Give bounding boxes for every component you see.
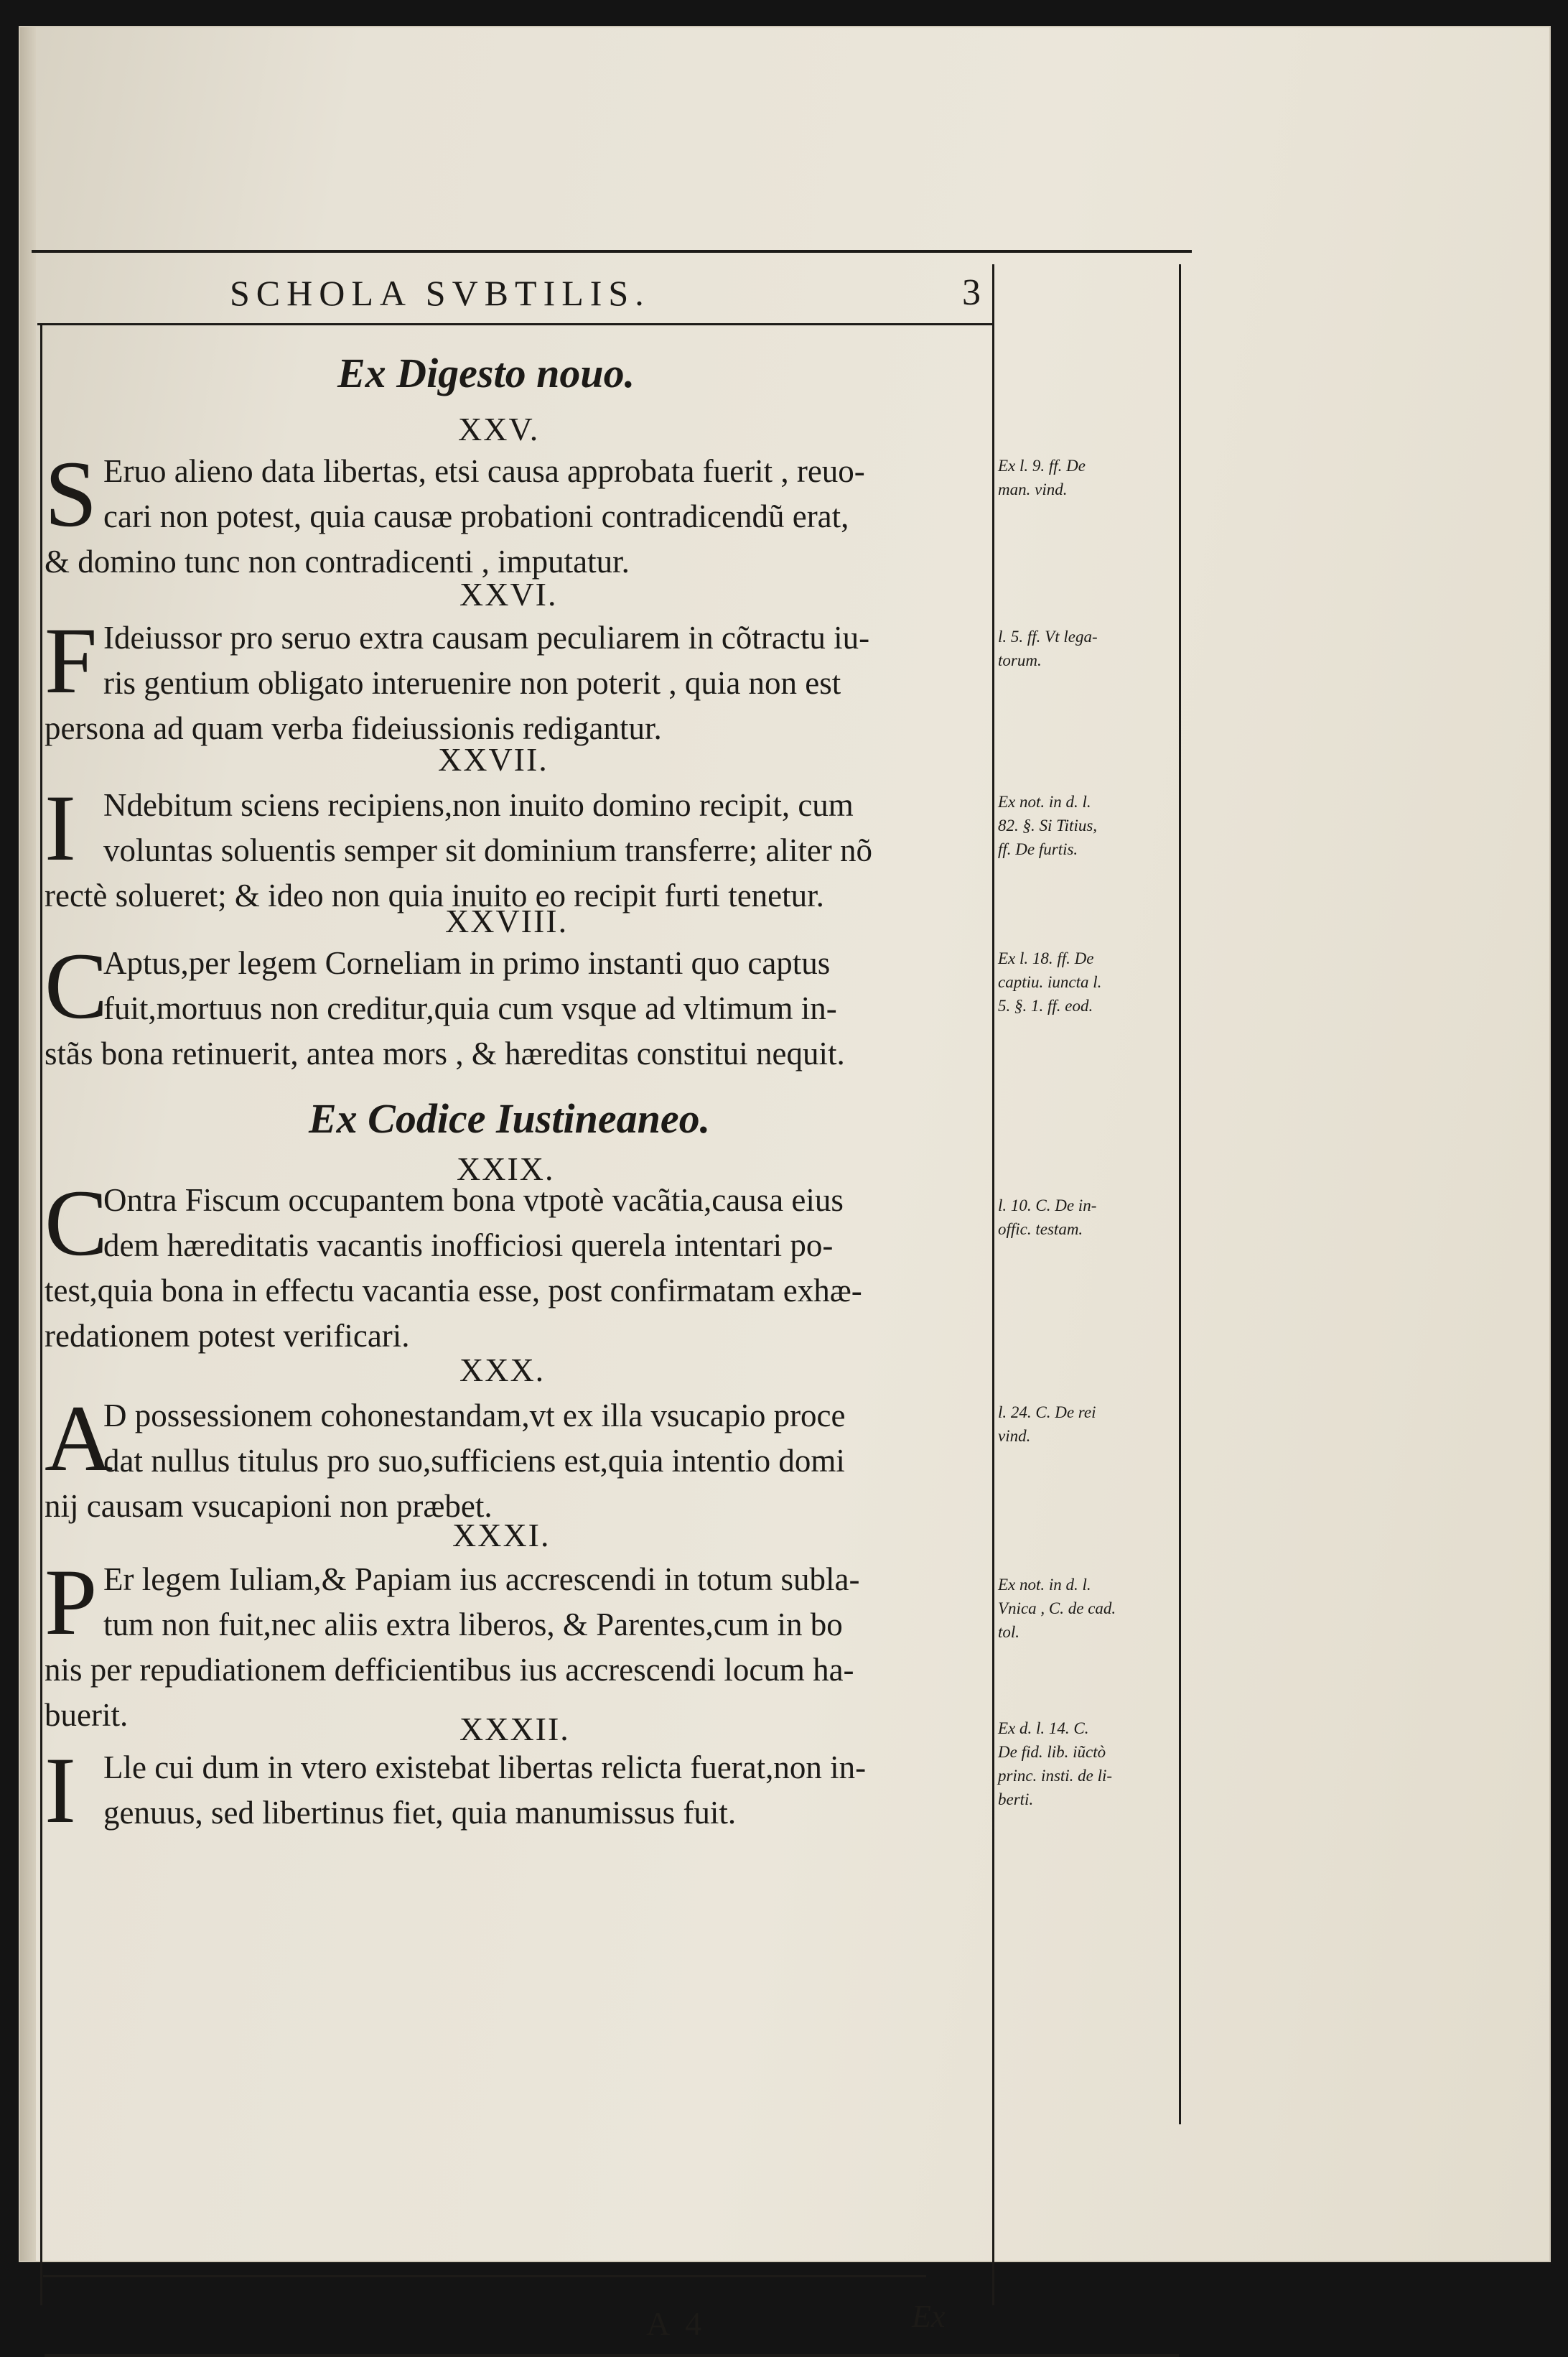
margin-note bbox=[998, 454, 1192, 501]
text-line: Eruo alieno data libertas, etsi causa approbata fuerit , reuo- bbox=[103, 453, 865, 489]
entry-numeral: XXIX. bbox=[457, 1150, 555, 1187]
drop-capital: I bbox=[45, 1737, 76, 1843]
text-line: cari non potest, quia causæ probationi contradicendũ erat, bbox=[103, 498, 849, 534]
margin-note bbox=[998, 1194, 1192, 1241]
text-line: Lle cui dum in vtero existebat libertas relicta fuerat,non in- bbox=[103, 1749, 867, 1785]
drop-capital: P bbox=[45, 1549, 98, 1655]
note-line: princ. insti. de li- bbox=[998, 1767, 1113, 1785]
text-line: nij causam vsucapioni non præbet. bbox=[45, 1488, 493, 1524]
note-line: l. 24. C. De rei bbox=[998, 1403, 1096, 1421]
entry-paragraph bbox=[45, 608, 994, 751]
text-line: dem hæreditatis vacantis inofficiosi querela intentari po- bbox=[103, 1227, 834, 1263]
note-line: 82. §. Si Titius, bbox=[998, 817, 1098, 835]
entry-numeral: XXVIII. bbox=[445, 903, 569, 939]
note-line: Ex not. in d. l. bbox=[998, 1576, 1091, 1594]
entry-numeral: XXX. bbox=[459, 1352, 546, 1388]
left-frame-rule bbox=[40, 323, 42, 2305]
text-line: dat nullus titulus pro suo,sufficiens est,quia intentio domi bbox=[103, 1443, 845, 1479]
entry-numeral: XXVII. bbox=[438, 741, 549, 778]
section-heading-digest: Ex Digesto nouo. bbox=[337, 350, 635, 396]
entry-paragraph bbox=[45, 1385, 994, 1529]
note-line: torum. bbox=[998, 651, 1042, 669]
footer-rule bbox=[45, 2354, 1179, 2357]
drop-capital: A bbox=[45, 1385, 113, 1491]
margin-note bbox=[998, 625, 1192, 672]
entry-numeral: XXV. bbox=[458, 411, 540, 447]
note-line: Vnica , C. de cad. bbox=[998, 1599, 1116, 1617]
note-line: man. vind. bbox=[998, 480, 1068, 498]
text-line: Aptus,per legem Corneliam in primo instanti quo captus bbox=[103, 945, 831, 981]
text-line: ris gentium obligato interuenire non poterit , quia non est bbox=[103, 665, 841, 701]
text-line: D possessionem cohonestandam,vt ex illa vsucapio proce bbox=[103, 1398, 846, 1433]
note-line: Ex not. in d. l. bbox=[998, 793, 1091, 811]
book-page bbox=[20, 27, 1549, 2261]
text-line: test,quia bona in effectu vacantia esse, post confirmatam exhæ- bbox=[45, 1273, 862, 1308]
running-header-title: SCHOLA SVBTILIS. bbox=[230, 273, 650, 313]
text-line: fuit,mortuus non creditur,quia cum vsque ad vltimum in- bbox=[103, 990, 837, 1026]
signature-mark: A 4 bbox=[646, 2305, 706, 2342]
page-number: 3 bbox=[962, 272, 981, 313]
note-line: tol. bbox=[998, 1623, 1020, 1641]
text-line: redationem potest verificari. bbox=[45, 1318, 410, 1354]
text-line: Ideiussor pro seruo extra causam peculiarem in cõtractu iu- bbox=[103, 620, 870, 656]
entry-paragraph bbox=[45, 1170, 994, 1359]
note-line: ff. De furtis. bbox=[998, 840, 1078, 858]
text-line: Er legem Iuliam,& Papiam ius accrescendi in totum subla- bbox=[103, 1561, 860, 1597]
entry-paragraph bbox=[45, 441, 994, 585]
text-end-rule bbox=[43, 2275, 926, 2277]
entry-paragraph bbox=[45, 1737, 994, 1843]
entry-paragraph bbox=[45, 933, 994, 1077]
note-line: Ex d. l. 14. C. bbox=[998, 1719, 1089, 1737]
margin-note bbox=[998, 1573, 1192, 1644]
note-line: offic. testam. bbox=[998, 1220, 1083, 1238]
note-line: vind. bbox=[998, 1427, 1031, 1445]
entry-numeral: XXXII. bbox=[459, 1711, 570, 1747]
header-bottom-rule bbox=[37, 323, 992, 325]
drop-capital: I bbox=[45, 775, 76, 880]
drop-capital: S bbox=[45, 441, 98, 547]
note-line: 5. §. 1. ff. eod. bbox=[998, 997, 1093, 1015]
text-line: buerit. bbox=[45, 1697, 129, 1733]
text-line: voluntas soluentis semper sit dominium transferre; aliter nõ bbox=[103, 832, 873, 868]
header-top-rule bbox=[32, 250, 1192, 253]
text-line: stãs bona retinuerit, antea mors , & hæreditas constitui nequit. bbox=[45, 1036, 845, 1071]
drop-capital: C bbox=[45, 933, 108, 1038]
note-line: De fid. lib. iũctò bbox=[998, 1743, 1106, 1761]
text-line: Ontra Fiscum occupantem bona vtpotè vacãtia,causa eius bbox=[103, 1182, 844, 1218]
text-line: & domino tunc non contradicenti , imputatur. bbox=[45, 544, 630, 580]
entry-paragraph bbox=[45, 775, 994, 919]
text-line: genuus, sed libertinus fiet, quia manumissus fuit. bbox=[103, 1795, 737, 1831]
entry-numeral: XXXI. bbox=[452, 1517, 551, 1553]
note-line: berti. bbox=[998, 1790, 1034, 1808]
catchword: Ex bbox=[912, 2299, 946, 2334]
page-gutter-shadow bbox=[20, 27, 36, 2261]
note-line: Ex l. 9. ff. De bbox=[998, 457, 1086, 475]
entry-numeral: XXVI. bbox=[459, 576, 558, 613]
note-line: l. 10. C. De in- bbox=[998, 1196, 1097, 1214]
text-line: nis per repudiationem defficientibus ius accrescendi locum ha- bbox=[45, 1652, 854, 1688]
drop-capital: F bbox=[45, 608, 98, 713]
note-line: Ex l. 18. ff. De bbox=[998, 949, 1094, 967]
text-line: persona ad quam verba fideiussionis redigantur. bbox=[45, 710, 662, 746]
note-line: captiu. iuncta l. bbox=[998, 973, 1102, 991]
text-line: tum non fuit,nec aliis extra liberos, & Parentes,cum in bo bbox=[103, 1607, 843, 1642]
drop-capital: C bbox=[45, 1170, 108, 1275]
margin-note bbox=[998, 1400, 1192, 1448]
text-line: rectè solueret; & ideo non quia inuito eo recipit furti tenetur. bbox=[45, 878, 824, 913]
margin-note bbox=[998, 790, 1192, 861]
note-line: l. 5. ff. Vt lega- bbox=[998, 628, 1098, 646]
margin-note bbox=[998, 1716, 1192, 1811]
text-line: Ndebitum sciens recipiens,non inuito domino recipit, cum bbox=[103, 787, 854, 823]
section-heading-codex: Ex Codice Iustineaneo. bbox=[309, 1095, 711, 1142]
margin-note bbox=[998, 947, 1192, 1018]
